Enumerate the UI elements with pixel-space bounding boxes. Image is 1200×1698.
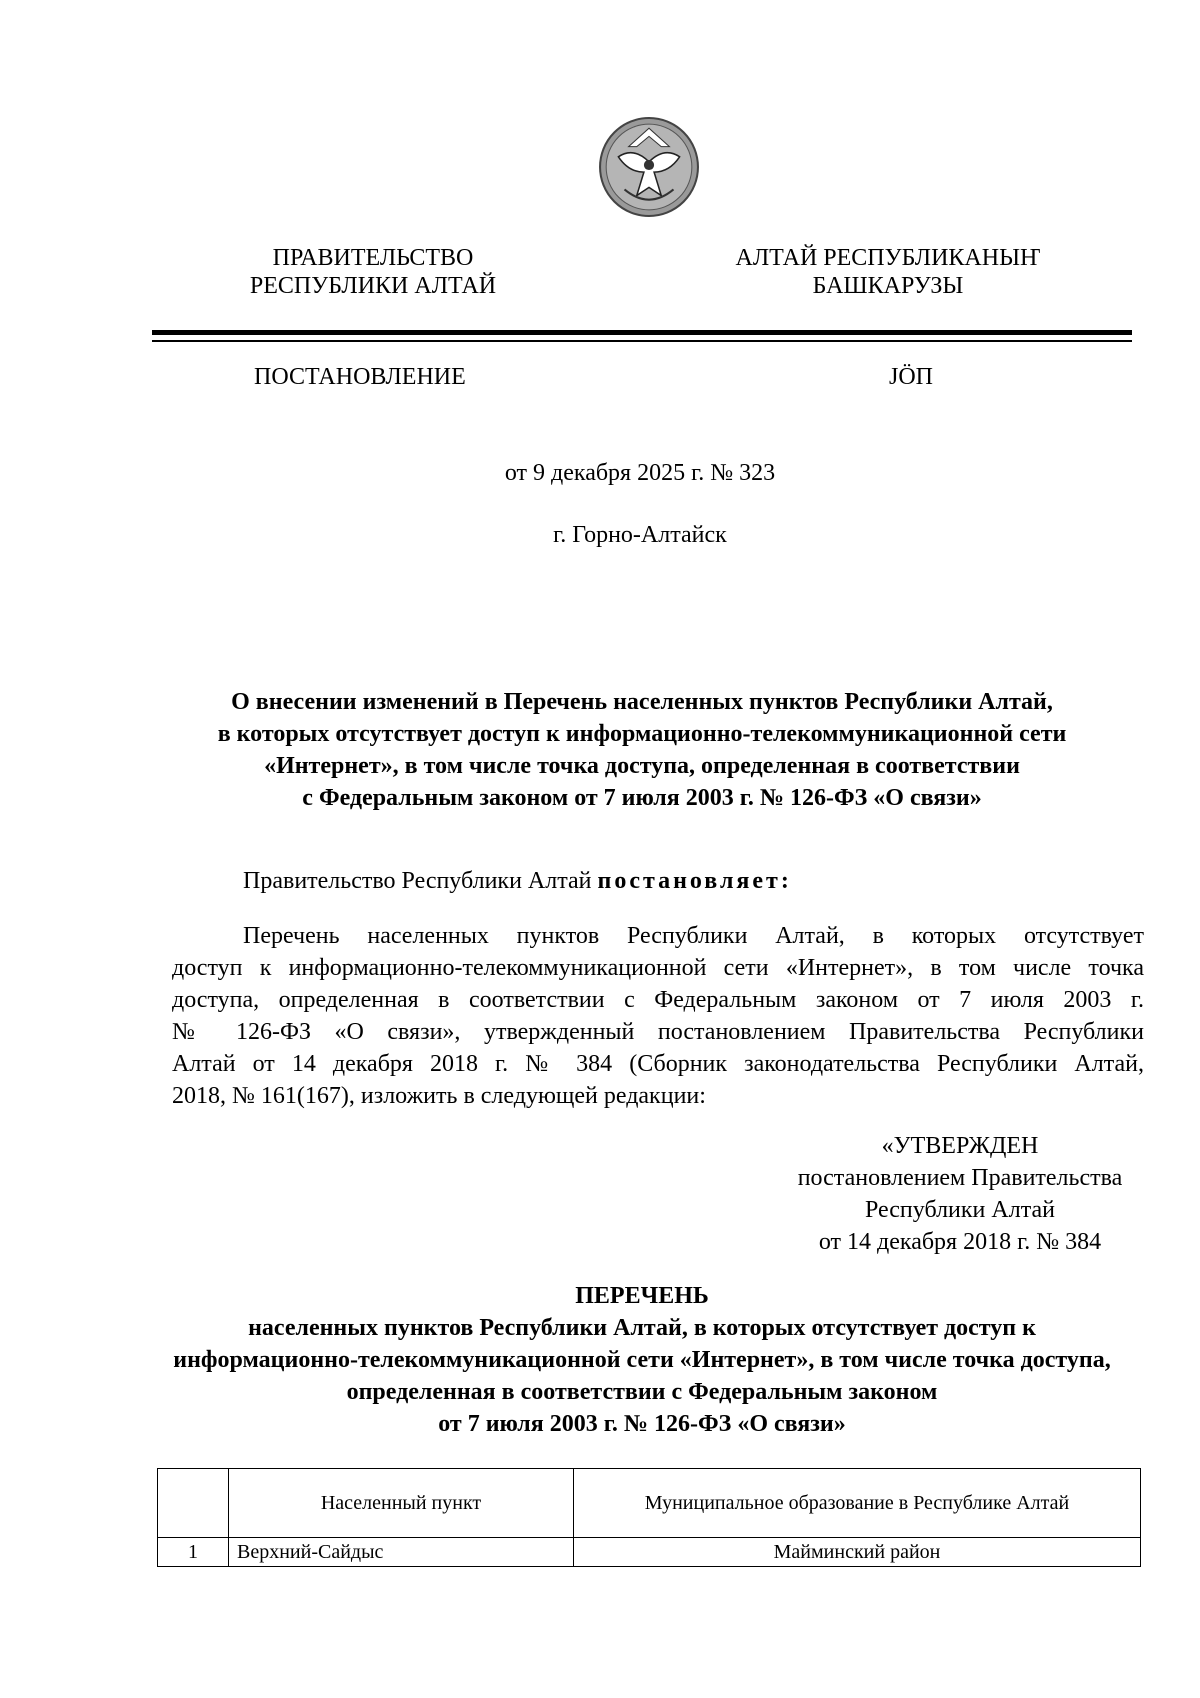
approval-line: Республики Алтай — [865, 1197, 1055, 1223]
paragraph-line: Алтай от 14 декабря 2018 г. № 384 (Сборник законодательства Республики Алтай, — [172, 1051, 1144, 1077]
doctype-label-alt: JÖП — [889, 364, 934, 390]
decree-statement — [243, 868, 792, 895]
paragraph-line: Перечень населенных пунктов Республики Алтай, в которых отсутствует — [243, 923, 1144, 949]
column-header-settlement: Населенный пункт — [229, 1469, 574, 1538]
list-heading-line: определенная в соответствии с Федеральным законом — [346, 1379, 938, 1405]
header-right-line2: БАШКАРУЗЫ — [812, 273, 964, 299]
list-title: ПЕРЕЧЕНЬ — [575, 1283, 709, 1309]
header-left-line2: РЕСПУБЛИКИ АЛТАЙ — [249, 273, 497, 299]
table-row — [158, 1538, 1141, 1567]
doctype-label-ru: ПОСТАНОВЛЕНИЕ — [254, 364, 466, 390]
title-line: с Федеральным законом от 7 июля 2003 г. № 126-ФЗ «О связи» — [302, 785, 982, 811]
document-date: от 9 декабря 2025 г. № 323 — [504, 460, 776, 486]
header-left — [193, 244, 553, 300]
list-heading-line: от 7 июля 2003 г. № 126-ФЗ «О связи» — [438, 1411, 846, 1437]
paragraph-line: доступа, определенная в соответствии с Федеральным законом от 7 июля 2003 г. — [172, 987, 1144, 1013]
list-heading-line: населенных пунктов Республики Алтай, в которых отсутствует доступ к — [248, 1315, 1036, 1341]
header-right-line1: АЛТАЙ РЕСПУБЛИКАНЫҤ — [735, 245, 1041, 271]
header-divider-thin — [152, 340, 1132, 342]
paragraph-line: 2018, № 161(167), изложить в следующей редакции: — [172, 1083, 706, 1109]
row-number: 1 — [158, 1538, 229, 1567]
column-header-number — [158, 1469, 229, 1538]
title-line: «Интернет», в том числе точка доступа, определенная в соответствии — [264, 753, 1020, 779]
header-left-line1: ПРАВИТЕЛЬСТВО — [272, 245, 474, 271]
row-settlement: Верхний-Сайдыс — [229, 1538, 574, 1567]
approval-line: «УТВЕРЖДЕН — [881, 1133, 1039, 1159]
body-paragraph — [172, 920, 1144, 1112]
list-heading — [150, 1280, 1134, 1440]
title-line: в которых отсутствует доступ к информационно-телекоммуникационной сети — [217, 721, 1067, 747]
decree-subject: Правительство Республики Алтай — [243, 868, 592, 894]
title-line: О внесении изменений в Перечень населенных пунктов Республики Алтай, — [231, 689, 1053, 715]
approval-line: постановлением Правительства — [797, 1165, 1123, 1191]
paragraph-line: доступ к информационно-телекоммуникационной сети «Интернет», в том числе точка — [172, 955, 1144, 981]
document-title — [172, 686, 1112, 814]
document-city: г. Горно-Алтайск — [553, 522, 727, 548]
table-header-row — [158, 1469, 1141, 1538]
row-municipality: Майминский район — [574, 1538, 1141, 1567]
paragraph-line: № 126-ФЗ «О связи», утвержденный постановлением Правительства Республики — [172, 1019, 1144, 1045]
header-right — [708, 244, 1068, 300]
column-header-municipality: Муниципальное образование в Республике Алтай — [574, 1469, 1141, 1538]
settlements-table — [157, 1468, 1141, 1567]
coat-of-arms-emblem — [598, 116, 700, 218]
list-heading-line: информационно-телекоммуникационной сети «Интернет», в том числе точка доступа, — [173, 1347, 1111, 1373]
approval-block — [780, 1130, 1140, 1258]
decree-verb: постановляет: — [597, 868, 792, 894]
header-divider-thick — [152, 330, 1132, 335]
approval-line: от 14 декабря 2018 г. № 384 — [818, 1229, 1102, 1255]
